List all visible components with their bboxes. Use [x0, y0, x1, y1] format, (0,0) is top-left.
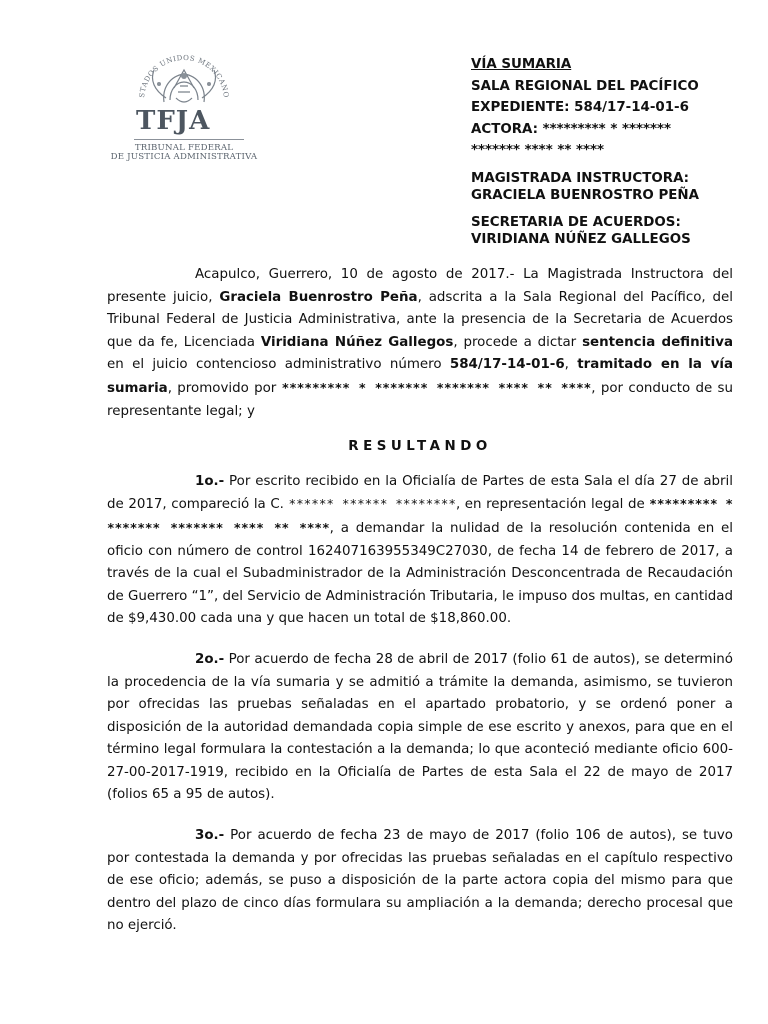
intro-paragraph: Acapulco, Guerrero, 10 de agosto de 2017.- La Magistrada Instructora del presente juicio, Graciela Buenrostro Peña, adscrita a la Sala Regional del Pacífico, del Tribunal Federal de Justicia Administrativa, ante la presencia de la Secretaria de Acuerdos que da fe, Licenciada Viridiana Núñez Gallegos, procede a dictar sentencia definitiva en el juicio contencioso administrativo número 584/17-14-01-6, tramitado en la vía sumaria, promovido por ********* * ******* ******* **** ** ****, por conducto de su representante legal; y — [107, 267, 733, 419]
logo-acronym: TFJA — [136, 106, 211, 136]
resultando-1: 1o.- Por escrito recibido en la Oficialía de Partes de esta Sala el día 27 de abril de 2017, compareció la C. ****** ****** ********, en representación legal de ********* * ******* ******* **** ** ****, a demandar la nulidad de la resolución contenida en el oficio con número de control 162407163955349C27030, de fecha 14 de febrero de 2017, a través de la cual el Subadministrador de la Administración Desconcentrada de Recaudación de Guerrero “1”, del Servicio de Administración Tributaria, le impuso dos multas, en cantidad de $9,430.00 cada una y que hacen un total de $18,860.00. — [107, 473, 734, 627]
magistrada-label: MAGISTRADA INSTRUCTORA: — [471, 170, 690, 186]
magistrada-name: GRACIELA BUENROSTRO PEÑA — [471, 187, 699, 203]
actora-line-1: ACTORA: ********* * ******* — [471, 121, 672, 137]
logo-line-1: TRIBUNAL FEDERAL — [134, 143, 234, 153]
actora-line-2: ******* **** ** **** — [471, 143, 605, 158]
logo-line-2: DE JUSTICIA ADMINISTRATIVA — [110, 152, 258, 162]
secretaria-name: VIRIDIANA NÚÑEZ GALLEGOS — [471, 231, 691, 247]
resultando-2: 2o.- Por acuerdo de fecha 28 de abril de 2017 (folio 61 de autos), se determinó la procedencia de la vía sumaria y se admitió a trámite la demanda, asimismo, se tuvieron por ofrecidas las pruebas señaladas en el apartado probatorio, y se ordenó poner a disposición de la autoridad demandada copia simple de ese escrito y anexos, para que en el término legal formulara la contestación a la demanda; lo que aconteció mediante oficio 600-27-00-2017-1919, recibido en la Oficialía de Partes de esta Sala el 22 de mayo de 2017 (folios 65 a 95 de autos). — [107, 651, 733, 803]
case-header — [471, 54, 751, 248]
secretaria-label: SECRETARIA DE ACUERDOS: — [471, 214, 681, 230]
document-body — [107, 264, 733, 938]
tfja-logo — [104, 40, 264, 160]
via-label: VÍA SUMARIA — [471, 57, 572, 72]
seal-arc-text: STADOS UNIDOS MEXICANO — [138, 53, 231, 99]
sala-label: SALA REGIONAL DEL PACÍFICO — [471, 78, 699, 94]
section-title: RESULTANDO — [348, 439, 492, 455]
logo-divider — [134, 139, 244, 140]
expediente-label: EXPEDIENTE: 584/17-14-01-6 — [471, 100, 689, 115]
resultando-3: 3o.- Por acuerdo de fecha 23 de mayo de 2017 (folio 106 de autos), se tuvo por contestada la demanda y por ofrecidas las pruebas señaladas en el capítulo respectivo de ese oficio; además, se puso a disposición de la parte actora copia del mismo para que dentro del plazo de cinco días formulara su ampliación a la demanda; derecho procesal que no ejerció. — [107, 828, 733, 934]
